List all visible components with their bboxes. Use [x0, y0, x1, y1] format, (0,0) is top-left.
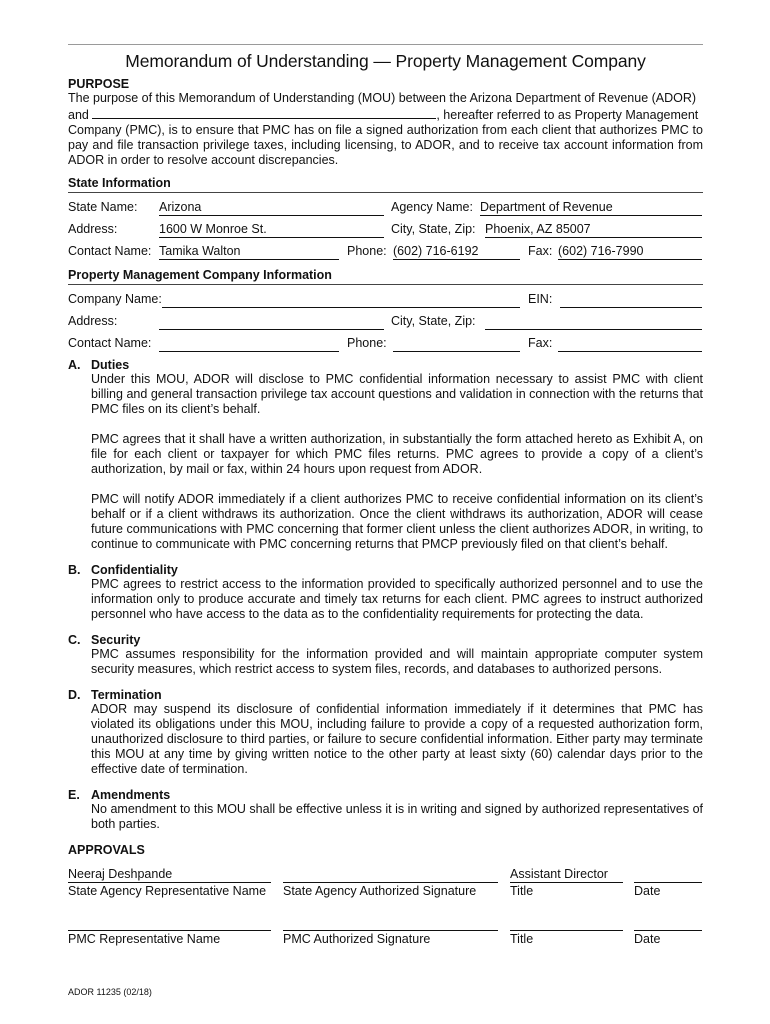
section-e-heading: Amendments: [91, 788, 171, 802]
pmc-phone-label: Phone:: [347, 336, 387, 350]
state-fax-field[interactable]: (602) 716-7990: [558, 244, 702, 260]
state-city-label: City, State, Zip:: [391, 222, 476, 236]
pmc-info-heading: Property Management Company Information: [68, 268, 703, 285]
pmc-sig-label: PMC Authorized Signature: [283, 932, 431, 946]
section-b-letter: B.: [68, 563, 81, 577]
pmc-title-label: Title: [510, 932, 534, 946]
state-title-label: Title: [510, 884, 534, 898]
purpose-rest: Company (PMC), is to ensure that PMC has on file a signed authorization from each client that authorizes PMC to pay and file transaction privilege taxes, including licensing, to ADOR, and to receive tax account information from ADOR in order to resolve account discrepancies.: [68, 123, 703, 167]
section-d-letter: D.: [68, 688, 81, 702]
section-b-p1: PMC agrees to restrict access to the information provided to specifically authorized personnel and to use the information only to produce accurate and timely tax returns for each client. PMC agrees to instruct authorized personnel who have access to the data as to the confidentiality requirements for protecting the data.: [91, 577, 703, 621]
pmc-row-3: [68, 336, 703, 358]
pmc-company-field[interactable]: [162, 292, 520, 308]
section-a-heading: Duties: [91, 358, 130, 372]
state-phone-label: Phone:: [347, 244, 387, 258]
pmc-address-field[interactable]: [159, 314, 384, 330]
section-d-heading: Termination: [91, 688, 162, 702]
section-e-p1: No amendment to this MOU shall be effective unless it is in writing and signed by authorized representatives of both parties.: [91, 802, 703, 831]
page-title: Memorandum of Understanding — Property Management Company: [125, 51, 646, 71]
pmc-date-label: Date: [634, 932, 661, 946]
purpose-after-blank: , hereafter referred to as Property Management: [436, 108, 699, 122]
state-info-heading: State Information: [68, 176, 703, 193]
state-contact-field[interactable]: Tamika Walton: [159, 244, 339, 260]
section-d-p1: ADOR may suspend its disclosure of confidential information immediately if it determines that PMC has violated its obligations under this MOU, including failure to provide a copy of a requested authorization form, unauthorized disclosure to third parties, or failure to secure confidential information. Either party may terminate this MOU at any time by giving written notice to the other party at least sixty (60) calendar days prior to the effective date of termination.: [91, 702, 703, 776]
state-row-2: [68, 222, 703, 244]
section-a-p3: PMC will notify ADOR immediately if a client authorizes PMC to receive confidential information on its client’s behalf or if a client withdraws its authorization. Once the client withdraws its authorization, ADOR will cease future communications with PMC concerning that former client unless the client authorizes ADOR, in writing, to continue to communicate with PMC concerning returns that PMCP previously filed on that client’s behalf.: [91, 492, 703, 551]
state-date-line[interactable]: [634, 867, 702, 883]
approvals-heading: APPROVALS: [68, 843, 145, 857]
state-rep-name-value: Neeraj Deshpande: [68, 867, 173, 881]
section-security: [68, 633, 703, 677]
pmc-row-2: [68, 314, 703, 336]
purpose-heading: PURPOSE: [68, 77, 130, 91]
pmc-company-label: Company Name:: [68, 292, 162, 306]
pmc-name-blank[interactable]: [92, 106, 436, 119]
section-amendments: [68, 788, 703, 832]
section-confidentiality: [68, 563, 703, 622]
agency-name-field[interactable]: Department of Revenue: [480, 200, 702, 216]
pmc-city-field[interactable]: [485, 314, 702, 330]
pmc-contact-field[interactable]: [159, 336, 339, 352]
document-page: [68, 44, 703, 975]
pmc-ein-label: EIN:: [528, 292, 553, 306]
state-name-field[interactable]: Arizona: [159, 200, 384, 216]
pmc-date-line[interactable]: [634, 915, 702, 931]
section-duties: [68, 358, 703, 552]
section-e-letter: E.: [68, 788, 80, 802]
pmc-row-1: [68, 292, 703, 314]
state-signature-line[interactable]: [283, 867, 498, 883]
state-name-label: State Name:: [68, 200, 138, 214]
state-phone-field[interactable]: (602) 716-6192: [393, 244, 520, 260]
section-c-letter: C.: [68, 633, 81, 647]
state-title-value: Assistant Director: [510, 867, 608, 881]
purpose-and: and: [68, 108, 89, 122]
state-address-field[interactable]: 1600 W Monroe St.: [159, 222, 384, 238]
pmc-fax-label: Fax:: [528, 336, 553, 350]
pmc-city-label: City, State, Zip:: [391, 314, 476, 328]
pmc-contact-label: Contact Name:: [68, 336, 152, 350]
section-c-p1: PMC assumes responsibility for the information provided and will maintain appropriate computer system security measures, which restrict access to system files, records, and databases to authorized persons.: [91, 647, 703, 676]
pmc-rep-name-label: PMC Representative Name: [68, 932, 221, 946]
state-contact-label: Contact Name:: [68, 244, 152, 258]
pmc-ein-field[interactable]: [560, 292, 702, 308]
section-a-p1: Under this MOU, ADOR will disclose to PMC confidential information necessary to assist PMC with client billing and general transaction privilege tax account questions and validation in connection with the returns that PMC files on its client’s behalf.: [91, 372, 703, 416]
section-c-heading: Security: [91, 633, 141, 647]
section-b-heading: Confidentiality: [91, 563, 178, 577]
pmc-rep-name-line[interactable]: [68, 915, 271, 931]
state-fax-label: Fax:: [528, 244, 553, 258]
purpose-line1: The purpose of this Memorandum of Understanding (MOU) between the Arizona Department of Revenue (ADOR): [68, 91, 697, 105]
form-number-footer: ADOR 11235 (02/18): [68, 987, 152, 997]
purpose-section: [68, 77, 703, 168]
purpose-line2: [68, 106, 703, 123]
top-rule: [68, 44, 703, 45]
state-address-label: Address:: [68, 222, 118, 236]
state-rep-name-label: State Agency Representative Name: [68, 884, 267, 898]
state-city-field[interactable]: Phoenix, AZ 85007: [485, 222, 702, 238]
section-termination: [68, 688, 703, 777]
pmc-phone-field[interactable]: [393, 336, 520, 352]
pmc-fax-field[interactable]: [558, 336, 702, 352]
state-row-3: [68, 244, 703, 266]
pmc-title-line[interactable]: [510, 915, 623, 931]
section-a-p2: PMC agrees that it shall have a written authorization, in substantially the form attached hereto as Exhibit A, on file for each client or taxpayer for which PMC files returns. PMC agrees to provide a copy of a client’s authorization, by mail or fax, within 24 hours upon request from ADOR.: [91, 432, 703, 476]
agency-name-label: Agency Name:: [391, 200, 473, 214]
state-date-label: Date: [634, 884, 661, 898]
state-row-1: [68, 200, 703, 222]
pmc-address-label: Address:: [68, 314, 118, 328]
state-sig-label: State Agency Authorized Signature: [283, 884, 477, 898]
section-a-letter: A.: [68, 358, 81, 372]
approvals-block: [68, 865, 703, 975]
pmc-signature-line[interactable]: [283, 915, 498, 931]
